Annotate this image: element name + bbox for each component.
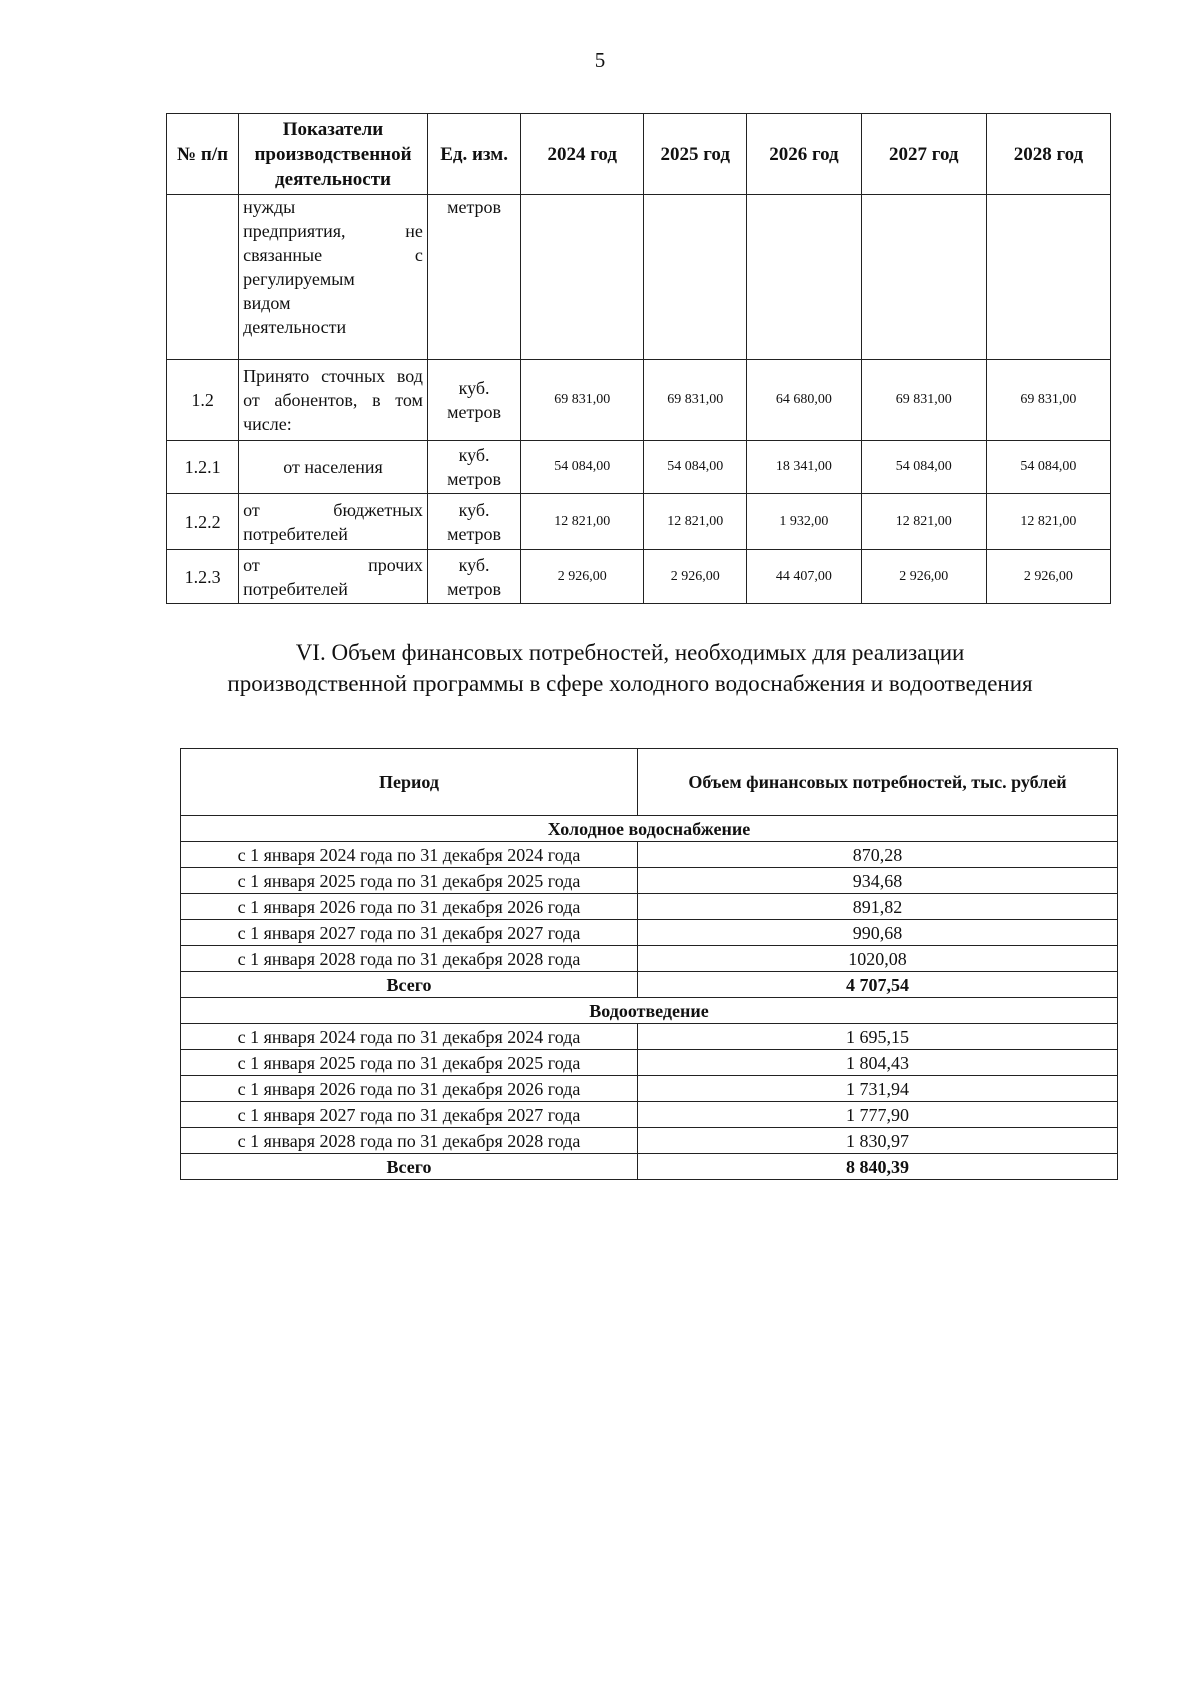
total-label: Всего	[181, 1154, 638, 1180]
value-cell: 44 407,00	[747, 550, 862, 604]
value-cell: 12 821,00	[986, 494, 1110, 550]
amount-cell: 1 731,94	[638, 1076, 1118, 1102]
row-num	[167, 195, 239, 360]
group-title-cold-water: Холодное водоснабжение	[181, 816, 1118, 842]
value-cell: 54 084,00	[521, 441, 644, 494]
total-value: 8 840,39	[638, 1154, 1118, 1180]
value-cell: 12 821,00	[521, 494, 644, 550]
value-cell: 2 926,00	[986, 550, 1110, 604]
table-header-row	[167, 114, 1111, 195]
value-cell: 2 926,00	[521, 550, 644, 604]
value-cell: 69 831,00	[861, 360, 986, 441]
table-row	[181, 894, 1118, 920]
period-cell: с 1 января 2028 года по 31 декабря 2028 года	[181, 946, 638, 972]
value-cell	[861, 195, 986, 360]
header-2027: 2027 год	[861, 114, 986, 195]
table-row	[181, 1128, 1118, 1154]
row-name	[239, 195, 428, 360]
table-row	[167, 195, 1111, 360]
header-2024: 2024 год	[521, 114, 644, 195]
total-label: Всего	[181, 972, 638, 998]
group-title-sewerage: Водоотведение	[181, 998, 1118, 1024]
name-line: деятельности	[243, 317, 347, 337]
amount-cell: 891,82	[638, 894, 1118, 920]
period-cell: с 1 января 2024 года по 31 декабря 2024 года	[181, 842, 638, 868]
period-cell: с 1 января 2028 года по 31 декабря 2028 года	[181, 1128, 638, 1154]
name-line: регулируемым	[243, 269, 355, 289]
row-name: от населения	[239, 441, 428, 494]
value-cell: 69 831,00	[986, 360, 1110, 441]
table-row	[181, 868, 1118, 894]
value-cell: 69 831,00	[644, 360, 747, 441]
row-unit: куб. метров	[427, 494, 520, 550]
row-name: Принято сточных вод от абонентов, в том числе:	[239, 360, 428, 441]
total-value: 4 707,54	[638, 972, 1118, 998]
value-cell: 18 341,00	[747, 441, 862, 494]
value-cell	[986, 195, 1110, 360]
table-header-row	[181, 749, 1118, 816]
row-name: от прочих потребителей	[239, 550, 428, 604]
amount-cell: 990,68	[638, 920, 1118, 946]
amount-cell: 934,68	[638, 868, 1118, 894]
value-cell	[644, 195, 747, 360]
table-row	[181, 1102, 1118, 1128]
value-cell: 69 831,00	[521, 360, 644, 441]
period-cell: с 1 января 2024 года по 31 декабря 2024 года	[181, 1024, 638, 1050]
page-number: 5	[594, 48, 606, 72]
header-indicator: Показатели производственной деятельности	[239, 114, 428, 195]
name-line: видом	[243, 293, 291, 313]
table-row	[167, 441, 1111, 494]
table-row	[181, 1024, 1118, 1050]
amount-cell: 870,28	[638, 842, 1118, 868]
total-row	[181, 1154, 1118, 1180]
section-title-line-1: VI. Объем финансовых потребностей, необходимых для реализации	[295, 640, 965, 665]
amount-cell: 1020,08	[638, 946, 1118, 972]
row-num: 1.2.2	[167, 494, 239, 550]
header-2026: 2026 год	[747, 114, 862, 195]
table-row	[181, 946, 1118, 972]
value-cell	[747, 195, 862, 360]
row-unit: куб. метров	[427, 550, 520, 604]
name-line: связанные с	[243, 245, 423, 265]
table-row	[181, 920, 1118, 946]
row-num: 1.2.1	[167, 441, 239, 494]
production-indicators-table	[166, 113, 1111, 604]
value-cell: 54 084,00	[986, 441, 1110, 494]
table-row	[181, 1050, 1118, 1076]
value-cell: 2 926,00	[861, 550, 986, 604]
header-2025: 2025 год	[644, 114, 747, 195]
table-row	[167, 494, 1111, 550]
value-cell: 2 926,00	[644, 550, 747, 604]
name-line: нужды	[243, 197, 296, 217]
row-unit: метров	[427, 195, 520, 360]
period-cell: с 1 января 2027 года по 31 декабря 2027 года	[181, 1102, 638, 1128]
amount-cell: 1 777,90	[638, 1102, 1118, 1128]
value-cell: 64 680,00	[747, 360, 862, 441]
financial-needs-table	[180, 748, 1118, 1180]
amount-cell: 1 830,97	[638, 1128, 1118, 1154]
row-unit: куб. метров	[427, 441, 520, 494]
section-title	[150, 637, 1110, 699]
value-cell: 12 821,00	[861, 494, 986, 550]
row-num: 1.2	[167, 360, 239, 441]
row-num: 1.2.3	[167, 550, 239, 604]
table-row	[167, 360, 1111, 441]
value-cell: 54 084,00	[644, 441, 747, 494]
section-title-line-2: производственной программы в сфере холодного водоснабжения и водоотведения	[227, 671, 1033, 696]
value-cell: 54 084,00	[861, 441, 986, 494]
header-num: № п/п	[167, 114, 239, 195]
table-row	[167, 550, 1111, 604]
value-cell: 1 932,00	[747, 494, 862, 550]
header-2028: 2028 год	[986, 114, 1110, 195]
value-cell	[521, 195, 644, 360]
period-cell: с 1 января 2026 года по 31 декабря 2026 года	[181, 894, 638, 920]
row-name: от бюджетных потребителей	[239, 494, 428, 550]
group-row	[181, 998, 1118, 1024]
total-row	[181, 972, 1118, 998]
period-cell: с 1 января 2025 года по 31 декабря 2025 года	[181, 1050, 638, 1076]
amount-cell: 1 804,43	[638, 1050, 1118, 1076]
group-row	[181, 816, 1118, 842]
header-amount: Объем финансовых потребностей, тыс. рублей	[638, 749, 1118, 816]
period-cell: с 1 января 2025 года по 31 декабря 2025 года	[181, 868, 638, 894]
value-cell: 12 821,00	[644, 494, 747, 550]
period-cell: с 1 января 2027 года по 31 декабря 2027 года	[181, 920, 638, 946]
row-unit: куб. метров	[427, 360, 520, 441]
table-row	[181, 842, 1118, 868]
period-cell: с 1 января 2026 года по 31 декабря 2026 года	[181, 1076, 638, 1102]
amount-cell: 1 695,15	[638, 1024, 1118, 1050]
header-period: Период	[181, 749, 638, 816]
table-row	[181, 1076, 1118, 1102]
header-unit: Ед. изм.	[427, 114, 520, 195]
name-line: предприятия, не	[243, 221, 423, 241]
